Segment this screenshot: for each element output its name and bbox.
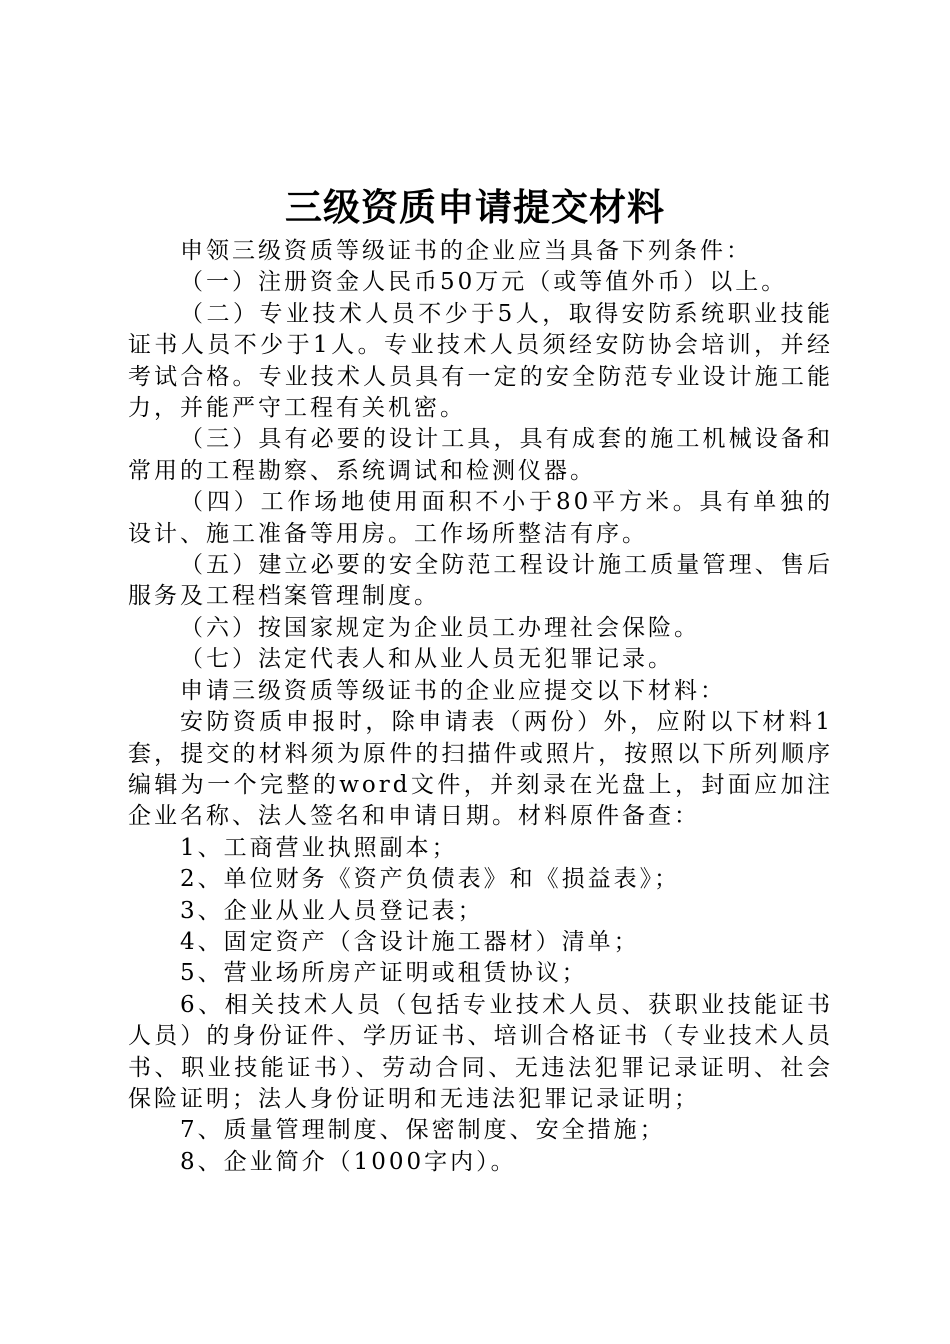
paragraph-submission-instructions: 安防资质申报时，除申请表（两份）外，应附以下材料1套，提交的材料须为原件的扫描件或照片，按照以下所列顺序编辑为一个完整的word文件，并刻录在光盘上，封面应加注企业名称、法人签名和申请日期。材料原件备查： xyxy=(128,709,833,830)
list-item-material-5: 5、营业场所房产证明或租赁协议； xyxy=(180,960,588,987)
paragraph-condition-1: （一）注册资金人民币50万元（或等值外币）以上。 xyxy=(180,269,788,296)
list-item-material-8: 8、企业简介（1000字内）。 xyxy=(180,1148,517,1175)
list-item-material-3: 3、企业从业人员登记表； xyxy=(180,897,484,924)
paragraph-condition-6: （六）按国家规定为企业员工办理社会保险。 xyxy=(180,614,700,641)
paragraph-condition-4: （四）工作场地使用面积不小于80平方米。具有单独的设计、施工准备等用房。工作场所整洁有序。 xyxy=(128,489,833,547)
document-body xyxy=(128,236,833,1178)
list-item-material-6: 6、相关技术人员（包括专业技术人员、获职业技能证书人员）的身份证件、学历证书、培训合格证书（专业技术人员书、职业技能证书）、劳动合同、无违法犯罪记录证明、社会保险证明；法人身份证明和无违法犯罪记录证明； xyxy=(128,991,833,1112)
list-item-material-4: 4、固定资产（含设计施工器材）清单； xyxy=(180,928,640,955)
paragraph-condition-2: （二）专业技术人员不少于5人，取得安防系统职业技能证书人员不少于1人。专业技术人员须经安防协会培训，并经考试合格。专业技术人员具有一定的安全防范专业设计施工能力，并能严守工程有关机密。 xyxy=(128,300,833,422)
paragraph-condition-3: （三）具有必要的设计工具，具有成套的施工机械设备和常用的工程勘察、系统调试和检测仪器。 xyxy=(128,426,833,484)
list-item-material-7: 7、质量管理制度、保密制度、安全措施； xyxy=(180,1117,666,1144)
document-title: 三级资质申请提交材料 xyxy=(285,186,665,229)
paragraph-intro-conditions: 申领三级资质等级证书的企业应当具备下列条件： xyxy=(180,238,752,264)
list-item-material-1: 1、工商营业执照副本； xyxy=(180,834,458,861)
list-item-material-2: 2、单位财务《资产负债表》和《损益表》； xyxy=(180,866,681,893)
paragraph-condition-5: （五）建立必要的安全防范工程设计施工质量管理、售后服务及工程档案管理制度。 xyxy=(128,552,833,610)
paragraph-intro-materials: 申请三级资质等级证书的企业应提交以下材料： xyxy=(180,677,726,704)
paragraph-condition-7: （七）法定代表人和从业人员无犯罪记录。 xyxy=(180,646,674,673)
